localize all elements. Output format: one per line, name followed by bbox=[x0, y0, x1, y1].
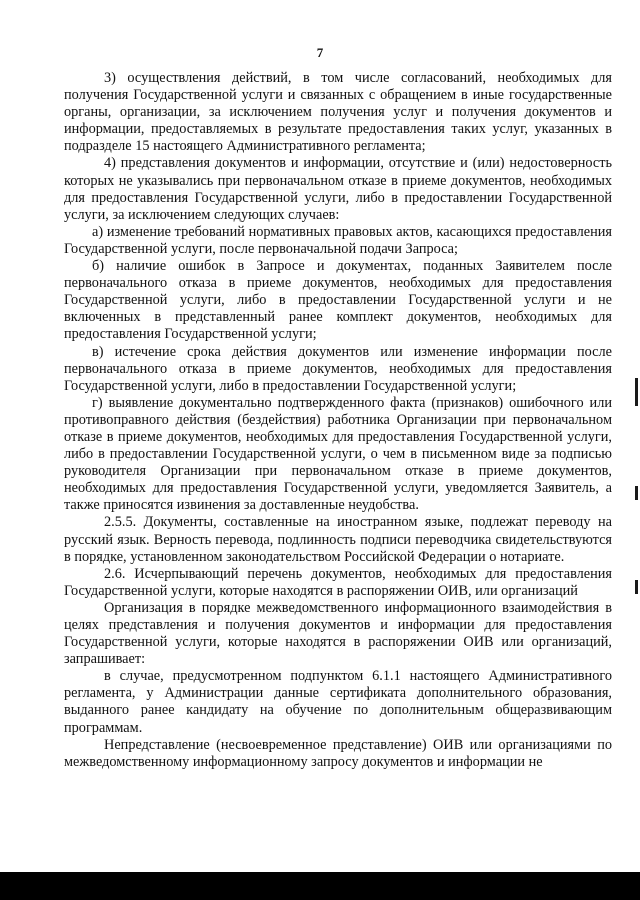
section-heading-2-6: 2.6. Исчерпывающий перечень документов, необходимых для предоставления Государственной услуги, которые находятся в распоряжении ОИВ, или организаций bbox=[64, 565, 612, 599]
scan-edge-mark bbox=[635, 378, 638, 406]
paragraph-2-5-5: 2.5.5. Документы, составленные на иностранном языке, подлежат переводу на русский язык. Верность перевода, подлинность подписи переводчика свидетельствуются в порядке, установленном законодательством Российской Федерации о нотариате. bbox=[64, 514, 612, 565]
scan-edge-mark bbox=[635, 486, 638, 500]
paragraph-subitem-g: г) выявление документально подтвержденного факта (признаков) ошибочного или противоправного действия (бездействия) работника Организации при первоначальном отказе в приеме документов, необходимых для предоставления Государственной услуги, либо в предоставлении Государственной услуги, о чем в письменном виде за подписью руководителя Организации при первоначальном отказе в приеме документов, необходимых для предоставления Государственной услуги, уведомляется Заявитель, а также приносятся извинения за доставленные неудобства. bbox=[64, 394, 612, 514]
paragraph-non-submission: Непредставление (несвоевременное представление) ОИВ или организациями по межведомственному информационному запросу документов и информации не bbox=[64, 736, 612, 770]
document-body bbox=[64, 70, 612, 771]
scan-bottom-border bbox=[0, 872, 640, 900]
page-number: 7 bbox=[316, 45, 324, 60]
paragraph-certificate-case: в случае, предусмотренном подпунктом 6.1.1 настоящего Административного регламента, у Администрации данные сертификата дополнительного образования, выданного ранее кандидату на обучение по дополнительным общеразвивающим программам. bbox=[64, 668, 612, 736]
paragraph-subitem-a: а) изменение требований нормативных правовых актов, касающихся предоставления Государственной услуги, после первоначальной подачи Запроса; bbox=[64, 223, 612, 257]
paragraph-item-3: 3) осуществления действий, в том числе согласований, необходимых для получения Государственной услуги и связанных с обращением в иные государственные органы, организации, за исключением получения услуг и получения документов и информации, предоставляемых в результате предоставления таких услуг, указанных в подразделе 15 настоящего Административного регламента; bbox=[64, 70, 612, 155]
scan-edge-mark bbox=[635, 580, 638, 594]
paragraph-subitem-b: б) наличие ошибок в Запросе и документах, поданных Заявителем после первоначального отказа в приеме документов, необходимых для предоставления Государственной услуги, либо в предоставлении Государственной услуги и не включенных в представленный ранее комплект документов, необходимых для предоставления Государственной услуги; bbox=[64, 258, 612, 343]
paragraph-item-4: 4) представления документов и информации, отсутствие и (или) недостоверность которых не указывались при первоначальном отказе в приеме документов, необходимых для предоставления Государственной услуги, либо в предоставлении Государственной услуги, за исключением следующих случаев: bbox=[64, 155, 612, 223]
paragraph-organization-request: Организация в порядке межведомственного информационного взаимодействия в целях представления и получения документов и информации для предоставления Государственной услуги, которые находятся в распоряжении ОИВ или организаций, запрашивает: bbox=[64, 599, 612, 668]
paragraph-subitem-v: в) истечение срока действия документов или изменение информации после первоначального отказа в приеме документов, необходимых для предоставления Государственной услуги, либо в предоставлении Государственной услуги; bbox=[64, 343, 612, 394]
